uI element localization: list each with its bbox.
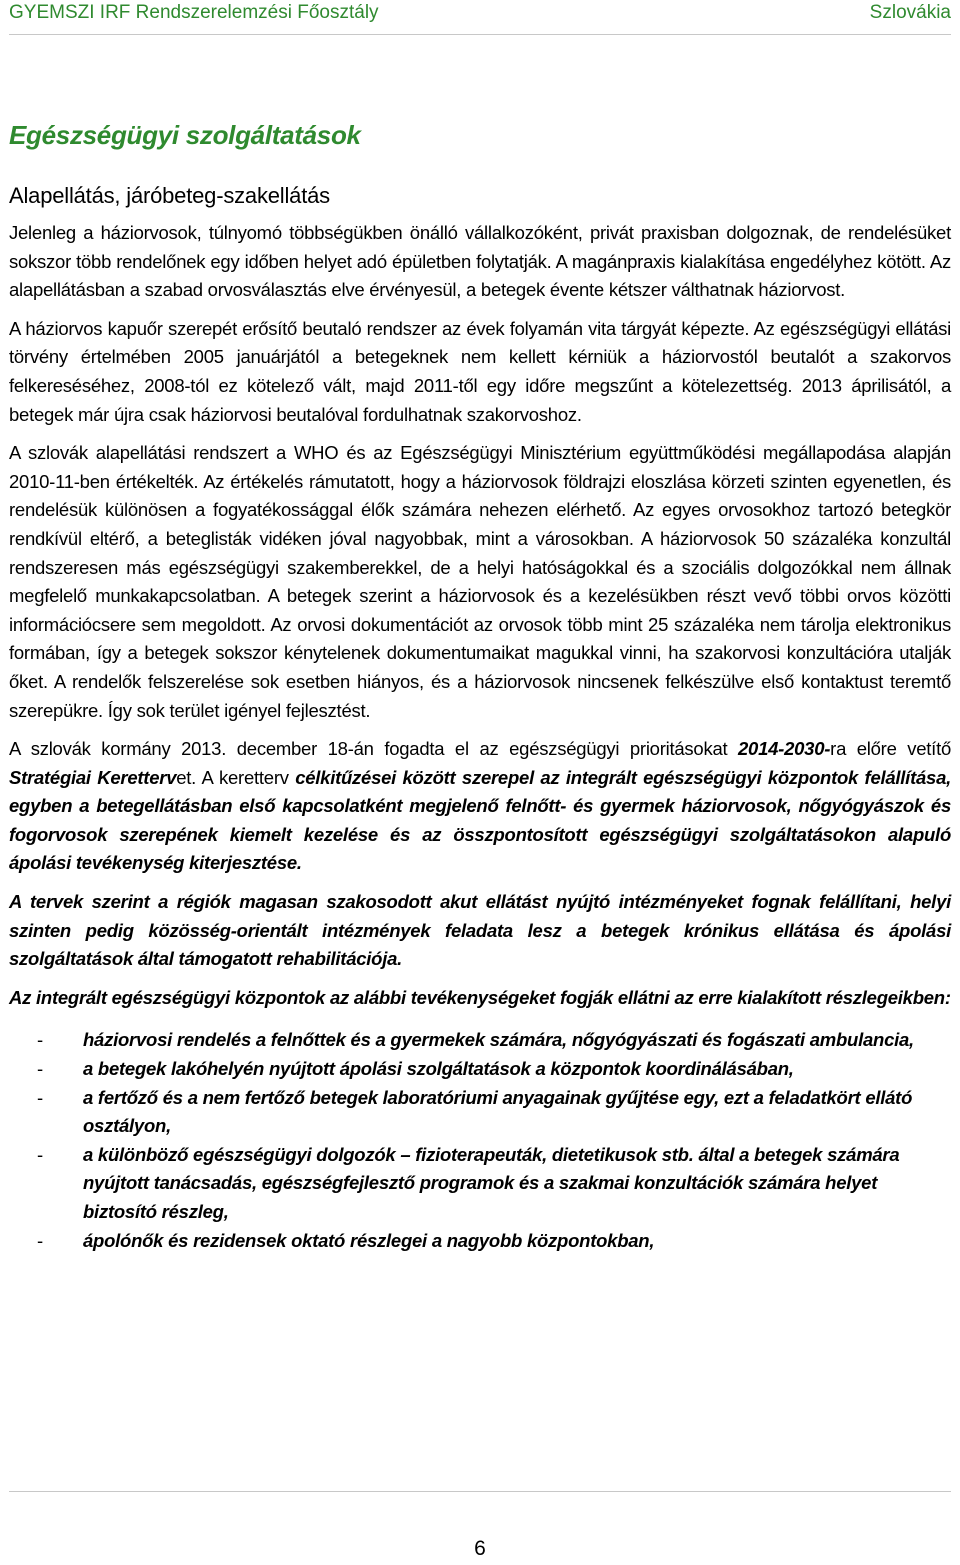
paragraph-4-objectives: célkitűzései között szerepel az integrált egészségügyi központok felállítása, egyben a betegellátásban első kapcsolatként megjelenő felnőtt- és gyermek háziorvosok, nőgyógyászok és fogorvosok szerepének kiemelt kezelése és az összpontosított egészségügyi szolgáltatásokon alapuló ápolási tevékenység kiterjesztése.	[9, 766, 951, 874]
paragraph-4-years: 2014-2030-	[738, 738, 831, 760]
list-item-text: a fertőző és a nem fertőző betegek laboratóriumi anyagainak gyűjtése egy, ezt a feladatkört ellátó osztályon,	[83, 1086, 913, 1137]
paragraph-4-part-a: A szlovák kormány 2013. december 18-án fogadta el az egészségügyi prioritásokat	[9, 738, 739, 760]
activity-list	[9, 1026, 951, 1255]
header-divider	[9, 34, 951, 35]
dash-bullet: -	[37, 1029, 43, 1051]
list-item	[9, 1141, 951, 1227]
list-item	[9, 1055, 951, 1084]
list-item	[9, 1227, 951, 1256]
paragraph-6: Az integrált egészségügyi központok az alábbi tevékenységeket fogják ellátni az erre kialakított részlegeikben:	[9, 986, 951, 1008]
header-organization: GYEMSZI IRF Rendszerelemzési Főosztály	[9, 2, 379, 23]
section-title: Egészségügyi szolgáltatások	[9, 120, 361, 150]
paragraph-5: A tervek szerint a régiók magasan szakosodott akut ellátást nyújtó intézményeket fognak felállítani, helyi szinten pedig közösség-orientált intézmények feladata lesz a betegek krónikus ellátása és ápolási szolgáltatások által támogatott rehabilitációja.	[9, 891, 951, 970]
footer-divider	[9, 1491, 951, 1492]
paragraph-4-part-e: et. A keretterv	[176, 766, 296, 788]
header-country: Szlovákia	[869, 2, 951, 23]
page-number: 6	[474, 1537, 486, 1560]
dash-bullet: -	[37, 1058, 43, 1080]
paragraph-4-part-c: ra előre vetítő	[830, 738, 951, 760]
list-item	[9, 1026, 951, 1055]
paragraph-3: A szlovák alapellátási rendszert a WHO és az Egészségügyi Minisztérium együttműködési megállapodása alapján 2010-11-ben értékelték. Az értékelés rámutatott, hogy a háziorvosok földrajzi eloszlása körzeti szinten egyenetlen, és rendelésük különösen a fogyatékossággal élők számára nehezen elérhető. Az egyes orvosokhoz tartozó betegkör rendkívül eltérő, a beteglisták vidéken jóval nagyobbak, mint a városokban. A háziorvosok 50 százaléka konzultál rendszeresen más egészségügyi szakemberekkel, de a helyi hatóságokkal és a szociális dolgozókkal nem állnak megfelelő munkakapcsolatban. A betegek szerint a háziorvosok és a kezelésükben részt vevő többi orvos közötti információcsere sem megoldott. Az orvosi dokumentációt az orvosok több mint 25 százaléka nem tárolja elektronikus formában, így a betegek sokszor kénytelenek dokumentumaikat magukkal vinni, ha szakorvosi konzultációra utalják őket. A rendelők felszerelése sok esetben hiányos, és a háziorvosok nincsenek felkészülve első kontaktust teremtő szerepükre. Így sok terület igényel fejlesztést.	[9, 442, 951, 721]
list-item	[9, 1084, 951, 1141]
page-header	[9, 0, 951, 34]
dash-bullet: -	[37, 1143, 43, 1165]
dash-bullet: -	[37, 1229, 43, 1251]
list-item-text: a betegek lakóhelyén nyújtott ápolási szolgáltatások a központok koordinálásában,	[83, 1058, 794, 1080]
dash-bullet: -	[37, 1086, 43, 1108]
subsection-title: Alapellátás, járóbeteg-szakellátás	[9, 183, 330, 208]
page-content	[9, 120, 951, 1255]
paragraph-4	[9, 735, 951, 878]
paragraph-2: A háziorvos kapuőr szerepét erősítő beutaló rendszer az évek folyamán vita tárgyát képezte. Az egészségügyi ellátási törvény értelmében 2005 januárjától a betegeknek nem kellett kérniük a háziorvostól beutalót a szakorvos felkereséséhez, 2008-tól ez kötelező vált, majd 2011-től egy időre megszűnt a kötelezettség. 2013 áprilisától, a betegek már újra csak háziorvosi beutalóval fordulhatnak szakorvoshoz.	[9, 317, 951, 425]
list-item-text: ápolónők és rezidensek oktató részlegei a nagyobb központokban,	[83, 1229, 655, 1251]
paragraph-1: Jelenleg a háziorvosok, túlnyomó többségükben önálló vállalkozóként, privát praxisban dolgoznak, de rendelésüket sokszor több rendelőnek egy időben helyet adó épületben folytatják. A magánpraxis kialakítása engedélyhez kötött. Az alapellátásban a szabad orvosválasztás elve érvényesül, a betegek évente kétszer válthatnak háziorvost.	[9, 222, 951, 301]
paragraph-4-strategy-name: Stratégiai Keretterv	[9, 766, 177, 788]
list-item-text: a különböző egészségügyi dolgozók – fizioterapeuták, dietetikusok stb. által a betegek számára nyújtott tanácsadás, egészségfejlesztő programok és a szakmai konzultációk számára helyet biztosító részleg,	[83, 1143, 900, 1222]
list-item-text: háziorvosi rendelés a felnőttek és a gyermekek számára, nőgyógyászati és fogászati ambulancia,	[83, 1029, 914, 1051]
